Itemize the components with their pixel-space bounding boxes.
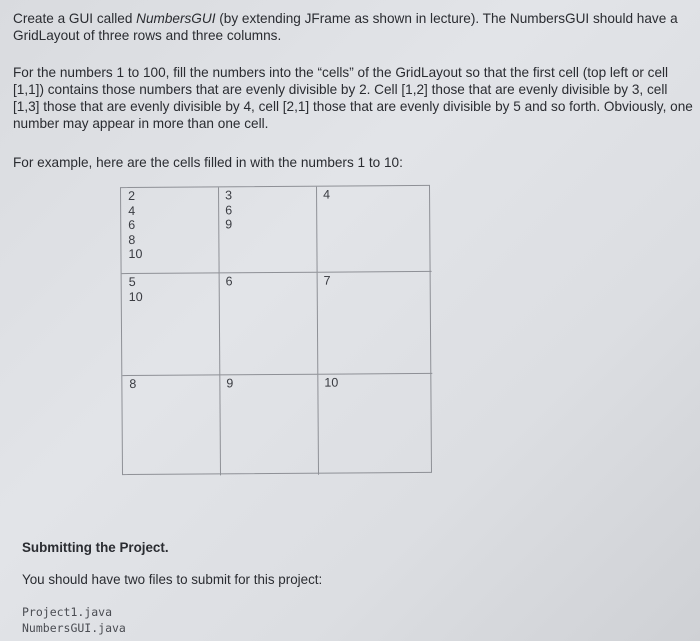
cell-number: 10 (128, 289, 143, 304)
cell-number: 4 (323, 187, 331, 202)
cell-number: 6 (225, 274, 233, 289)
class-name-emphasis: NumbersGUI (136, 11, 216, 26)
grid-cell (318, 272, 433, 375)
grid-cell (122, 273, 221, 376)
cell-number: 2 (128, 188, 136, 204)
cell-number: 6 (128, 217, 136, 233)
intro-text-end: (by extending JFrame as shown in lecture). The NumbersGUI should have a GridLayout of three rows and three columns. (13, 11, 678, 43)
grid-cell (121, 187, 220, 274)
cell-number: 6 (225, 202, 233, 217)
cell-number: 8 (128, 232, 136, 247)
submission-heading: Submitting the Project. (22, 540, 169, 555)
grid-cell (220, 273, 319, 376)
file-name-numbersgui: NumbersGUI.java (22, 621, 126, 635)
cell-number: 10 (128, 246, 143, 262)
cell-number: 9 (225, 217, 233, 232)
grid-cell (220, 375, 319, 476)
cell-number: 7 (323, 273, 331, 288)
submission-text: You should have two files to submit for this project: (22, 572, 323, 587)
intro-text-start: Create a GUI called (13, 11, 137, 26)
cell-number: 8 (129, 376, 137, 392)
grid-cell (219, 187, 318, 274)
instructions-paragraph: For the numbers 1 to 100, fill the numbers into the “cells” of the GridLayout so that the first cell (top left or cell [1,1]) contains those numbers that are evenly divisible by 2. Cell [1,2] those that are evenly divisible by 3, cell [1,3] those that are evenly divisible by 4, cell [2,1] those that are evenly divisible by 5 and so forth. Obviously, one number may appear in more than one cell. (13, 65, 693, 131)
grid-cell (122, 375, 221, 476)
cell-number: 5 (128, 274, 136, 290)
cell-number: 10 (324, 375, 339, 390)
cell-number: 4 (128, 203, 136, 218)
example-grid (120, 185, 432, 475)
intro-paragraph (13, 10, 693, 44)
example-paragraph: For example, here are the cells filled in with the numbers 1 to 10: (13, 155, 403, 170)
cell-number: 9 (226, 376, 234, 391)
file-name-project1: Project1.java (22, 605, 113, 619)
grid-cell (318, 374, 433, 475)
grid-cell (317, 186, 432, 273)
cell-number: 3 (225, 188, 233, 203)
